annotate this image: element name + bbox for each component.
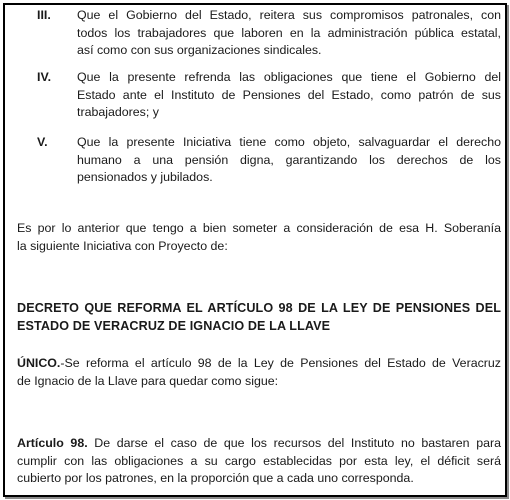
text-line: pensionados y jubilados. [77, 170, 213, 184]
text-line [17, 355, 501, 373]
intro-paragraph [17, 220, 501, 255]
text-line: trabajadores; y [77, 105, 159, 119]
article-98-paragraph [17, 435, 501, 488]
heading-line: DECRETO QUE REFORMA EL ARTÍCULO 98 DE LA LEY DE PENSIONES DEL [17, 301, 501, 315]
decree-title [17, 300, 501, 335]
text-line: de Ignacio de la Llave para quedar como sigue: [17, 373, 279, 388]
unico-paragraph [17, 355, 501, 390]
heading-line: ESTADO DE VERACRUZ DE IGNACIO DE LA LLAVE [17, 318, 331, 333]
item-numeral: III. [37, 8, 51, 22]
text-line: así como con sus organizaciones sindicales. [77, 43, 322, 57]
text-line: cubierto por los patrones, en la proporción que a cada uno corresponda. [17, 471, 414, 485]
text-line: Es por lo anterior que tengo a bien someter a consideración de esa H. Soberanía [17, 221, 501, 235]
text-line: humano a una pensión digna, garantizando los derechos de los [77, 152, 501, 167]
text-line: cumplir con las obligaciones a su cargo establecidas por esta ley, el déficit será [17, 453, 501, 468]
unico-label: ÚNICO. [17, 356, 61, 370]
document-page [3, 3, 507, 497]
text-line [17, 435, 501, 453]
article-text: De darse el caso de que los recursos del Instituto no bastaren para [87, 436, 502, 450]
text-line: Estado ante el Instituto de Pensiones del Estado, como patrón de sus [77, 87, 501, 102]
item-text [77, 69, 501, 122]
text-line: Que el Gobierno del Estado, reitera sus compromisos patronales, con [77, 8, 501, 22]
item-text [77, 134, 501, 187]
text-line: Que la presente refrenda las obligaciones que tiene el Gobierno del [77, 70, 501, 84]
article-label: Artículo 98. [17, 436, 88, 450]
text-line: Que la presente Iniciativa tiene como objeto, salvaguardar el derecho [77, 135, 501, 149]
item-text [77, 7, 501, 60]
unico-text: -Se reforma el artículo 98 de la Ley de Pensiones del Estado de Veracruz [60, 356, 501, 370]
item-numeral: V. [37, 135, 48, 149]
text-line: todos los trabajadores que laboren en la administración pública estatal, [77, 25, 501, 40]
text-line: la siguiente Iniciativa con Proyecto de: [17, 238, 228, 253]
item-numeral: IV. [37, 70, 52, 84]
